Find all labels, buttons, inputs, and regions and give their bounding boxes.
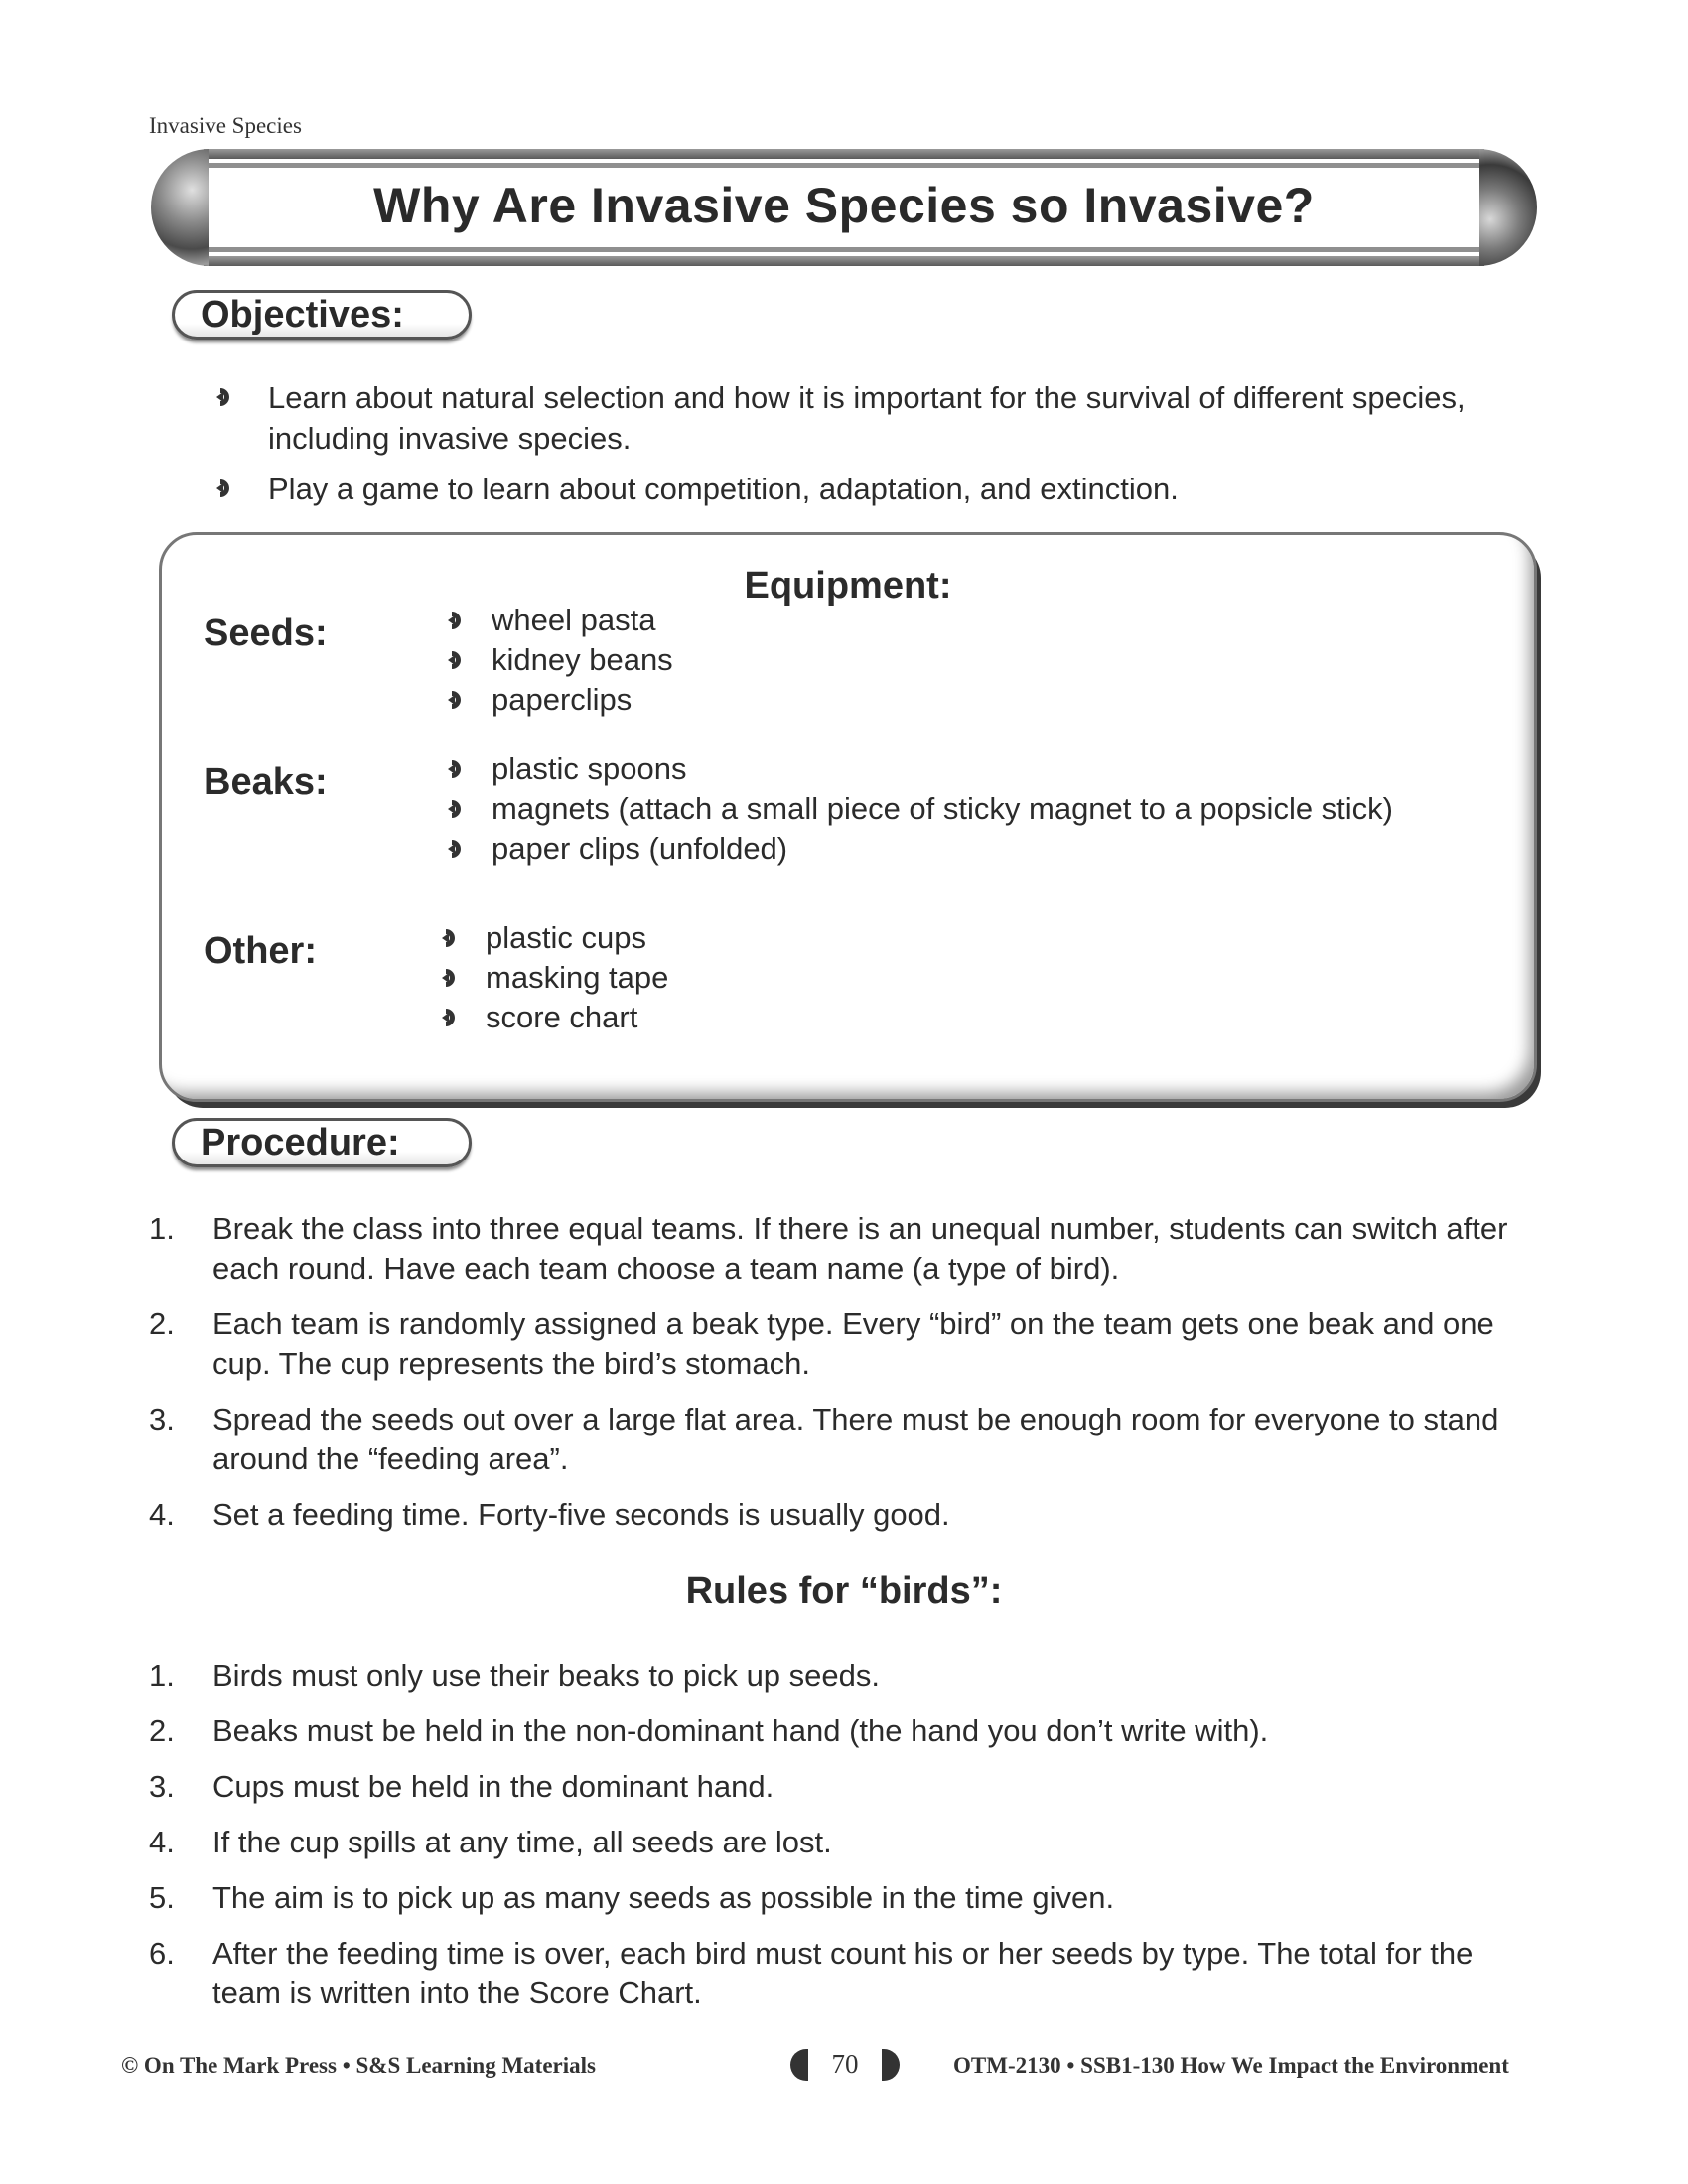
procedure-step: 2. Each team is randomly assigned a beak type. Every “bird” on the team gets one beak and one cup. The cup represents the bird’s stomach.: [149, 1306, 1494, 1381]
page-title: Why Are Invasive Species so Invasive?: [373, 178, 1315, 233]
rule-item: 6. After the feeding time is over, each bird must count his or her seeds by type. The total for the team is written into the Score Chart.: [149, 1936, 1474, 2010]
arrow-right-circle-icon: [448, 838, 466, 860]
rule-item: 2. Beaks must be held in the non-dominant hand (the hand you don’t write with).: [149, 1713, 1269, 1748]
equipment-title: Equipment:: [744, 565, 952, 607]
rules-list: [149, 1656, 1539, 2029]
list-item: magnets (attach a small piece of sticky magnet to a popsicle stick): [442, 789, 1393, 829]
arrow-right-circle-icon: [448, 610, 466, 631]
list-item: Play a game to learn about competition, adaptation, and extinction.: [216, 469, 1468, 509]
procedure-step: 3. Spread the seeds out over a large flat area. There must be enough room for everyone to stand around the “feeding area”.: [149, 1402, 1499, 1476]
list-item: paperclips: [442, 680, 673, 720]
list-item: plastic spoons: [442, 750, 1393, 789]
arrow-right-circle-icon: [442, 1007, 460, 1028]
equipment-label: Seeds:: [204, 613, 328, 654]
list-item: score chart: [436, 998, 668, 1037]
procedure-step: 4. Set a feeding time. Forty-five seconds is usually good.: [149, 1497, 950, 1532]
arrow-right-circle-icon: [442, 967, 460, 989]
objectives-header: Objectives:: [172, 290, 472, 340]
rule-item: 5. The aim is to pick up as many seeds as possible in the time given.: [149, 1880, 1115, 1915]
rule-item: 1. Birds must only use their beaks to pick up seeds.: [149, 1658, 880, 1693]
procedure-header: Procedure:: [172, 1118, 472, 1167]
arrow-right-circle-icon: [448, 649, 466, 671]
list-item: paper clips (unfolded): [442, 829, 1393, 869]
list-item: kidney beans: [442, 640, 673, 680]
list-item: masking tape: [436, 958, 668, 998]
list-item: plastic cups: [436, 918, 668, 958]
equipment-box: [159, 532, 1537, 1102]
footer-book-code: OTM-2130 • SSB1-130 How We Impact the Environment: [953, 2053, 1509, 2078]
procedure-step: 1. Break the class into three equal teams. If there is an unequal number, students can switch after each round. Have each team choose a team name (a type of bird).: [149, 1211, 1508, 1286]
objectives-list: [216, 377, 1468, 519]
rules-title: Rules for “birds”:: [685, 1570, 1003, 1612]
equipment-label: Beaks:: [204, 761, 328, 803]
arrow-right-circle-icon: [442, 927, 460, 949]
arrow-right-circle-icon: [448, 758, 466, 780]
title-banner: [149, 149, 1539, 266]
running-head: Invasive Species: [149, 113, 302, 138]
list-item: wheel pasta: [442, 601, 673, 640]
arrow-right-circle-icon: [216, 478, 234, 499]
list-item: Learn about natural selection and how it is important for the survival of different species, including invasive species.: [216, 377, 1468, 459]
rule-item: 4. If the cup spills at any time, all seeds are lost.: [149, 1825, 832, 1859]
arrow-right-circle-icon: [448, 689, 466, 711]
procedure-list: [149, 1209, 1539, 1551]
equipment-label: Other:: [204, 930, 317, 972]
page-number: 70: [790, 2047, 900, 2083]
footer-publisher: © On The Mark Press • S&S Learning Materials: [121, 2053, 596, 2078]
arrow-right-circle-icon: [216, 386, 234, 408]
arrow-right-circle-icon: [448, 798, 466, 820]
rule-item: 3. Cups must be held in the dominant hand.: [149, 1769, 774, 1804]
